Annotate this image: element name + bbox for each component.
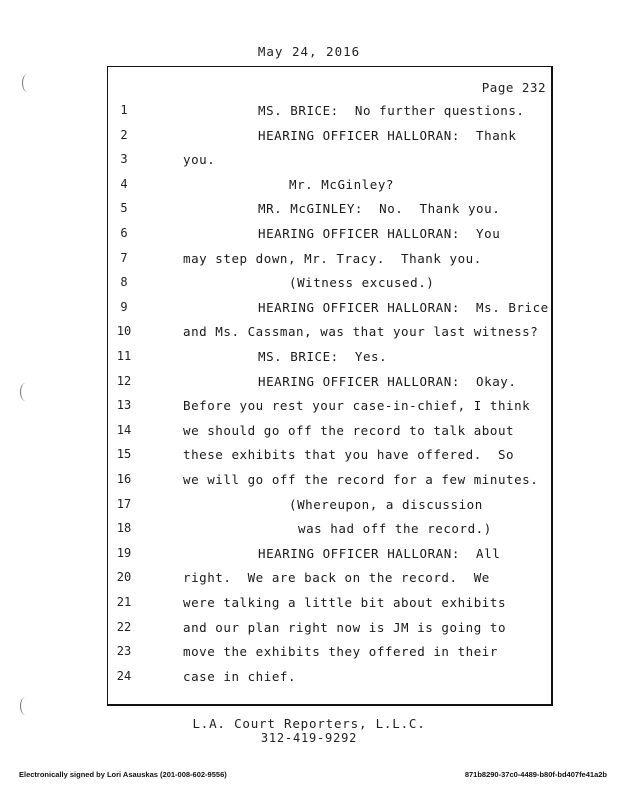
line-number: 5 xyxy=(120,201,128,216)
transcript-line xyxy=(0,570,618,590)
line-number: 11 xyxy=(116,349,132,363)
line-text: MR. McGINLEY: No. Thank you. xyxy=(258,201,501,217)
transcript-line xyxy=(0,300,618,320)
transcript-line xyxy=(0,595,618,615)
transcript-line xyxy=(0,472,618,492)
line-number: 10 xyxy=(116,324,132,339)
line-text: MS. BRICE: Yes. xyxy=(258,349,388,364)
line-number: 3 xyxy=(120,152,128,167)
line-number: 19 xyxy=(116,545,132,560)
punch-hole-mark xyxy=(20,697,31,715)
line-number: 18 xyxy=(116,521,132,536)
line-number: 23 xyxy=(116,644,132,659)
line-text: was had off the record.) xyxy=(298,521,492,537)
line-text: these exhibits that you have offered. So xyxy=(183,447,515,463)
line-text: we should go off the record to talk about xyxy=(183,422,515,438)
transcript-line xyxy=(0,497,618,517)
line-text: HEARING OFFICER HALLORAN: Okay. xyxy=(258,373,517,389)
transcript-line xyxy=(0,374,618,394)
line-text: HEARING OFFICER HALLORAN: You xyxy=(258,226,501,241)
line-number: 24 xyxy=(116,668,132,683)
line-text: case in chief. xyxy=(183,668,297,684)
electronic-signature: Electronically signed by Lori Asauskas (201-008-602-9556) xyxy=(19,770,227,779)
line-text: you. xyxy=(183,152,216,168)
punch-hole-mark xyxy=(20,383,31,401)
line-text: we will go off the record for a few minutes. xyxy=(183,472,539,487)
line-number: 21 xyxy=(116,595,132,609)
transcript-line xyxy=(0,669,618,689)
line-text: HEARING OFFICER HALLORAN: Thank xyxy=(258,127,517,143)
transcript-line xyxy=(0,275,618,295)
line-number: 15 xyxy=(116,447,132,462)
transcript-line xyxy=(0,620,618,640)
line-number: 16 xyxy=(116,472,132,486)
line-text: HEARING OFFICER HALLORAN: Ms. Brice xyxy=(258,299,549,315)
line-text: right. We are back on the record. We xyxy=(183,570,490,586)
reporter-company: L.A. Court Reporters, L.L.C. xyxy=(192,716,426,731)
line-text: were talking a little bit about exhibits xyxy=(183,595,507,610)
punch-hole-mark xyxy=(22,74,33,92)
transcript-line xyxy=(0,251,618,271)
line-number: 20 xyxy=(116,570,132,585)
transcript-line xyxy=(0,349,618,369)
line-number: 6 xyxy=(120,226,128,240)
transcript-line xyxy=(0,423,618,443)
page-number: Page 232 xyxy=(481,80,546,95)
line-number: 22 xyxy=(116,619,132,634)
transcript-line xyxy=(0,324,618,344)
transcript-line xyxy=(0,177,618,197)
line-text: Before you rest your case-in-chief, I think xyxy=(183,398,531,414)
line-number: 8 xyxy=(120,275,128,290)
line-text: and Ms. Cassman, was that your last witness? xyxy=(183,324,539,340)
line-text: may step down, Mr. Tracy. Thank you. xyxy=(183,250,482,266)
line-number: 2 xyxy=(120,127,128,142)
line-number: 17 xyxy=(116,496,132,511)
line-number: 14 xyxy=(116,422,132,437)
transcript-line xyxy=(0,226,618,246)
line-text: (Whereupon, a discussion xyxy=(289,496,483,512)
line-number: 1 xyxy=(120,103,128,117)
line-text: Mr. McGinley? xyxy=(289,176,394,192)
transcript-line xyxy=(0,128,618,148)
line-text: (Witness excused.) xyxy=(289,275,435,291)
transcript-line xyxy=(0,201,618,221)
transcript-line xyxy=(0,521,618,541)
transcript-line xyxy=(0,644,618,664)
document-hash: 871b8290-37c0-4489-b80f-bd407fe41a2b xyxy=(464,770,607,779)
transcript-line xyxy=(0,152,618,172)
reporter-phone: 312-419-9292 xyxy=(260,731,358,745)
line-text: MS. BRICE: No further questions. xyxy=(258,103,525,118)
transcript-line xyxy=(0,103,618,123)
line-number: 9 xyxy=(120,299,128,314)
line-text: HEARING OFFICER HALLORAN: All xyxy=(258,545,501,561)
line-number: 13 xyxy=(116,398,132,413)
transcript-date: May 24, 2016 xyxy=(257,44,361,59)
transcript-line xyxy=(0,546,618,566)
line-number: 7 xyxy=(120,250,128,265)
line-text: move the exhibits they offered in their xyxy=(183,644,498,660)
transcript-line xyxy=(0,447,618,467)
line-number: 12 xyxy=(116,373,132,388)
line-text: and our plan right now is JM is going to xyxy=(183,619,507,635)
line-number: 4 xyxy=(120,176,128,191)
transcript-line xyxy=(0,398,618,418)
